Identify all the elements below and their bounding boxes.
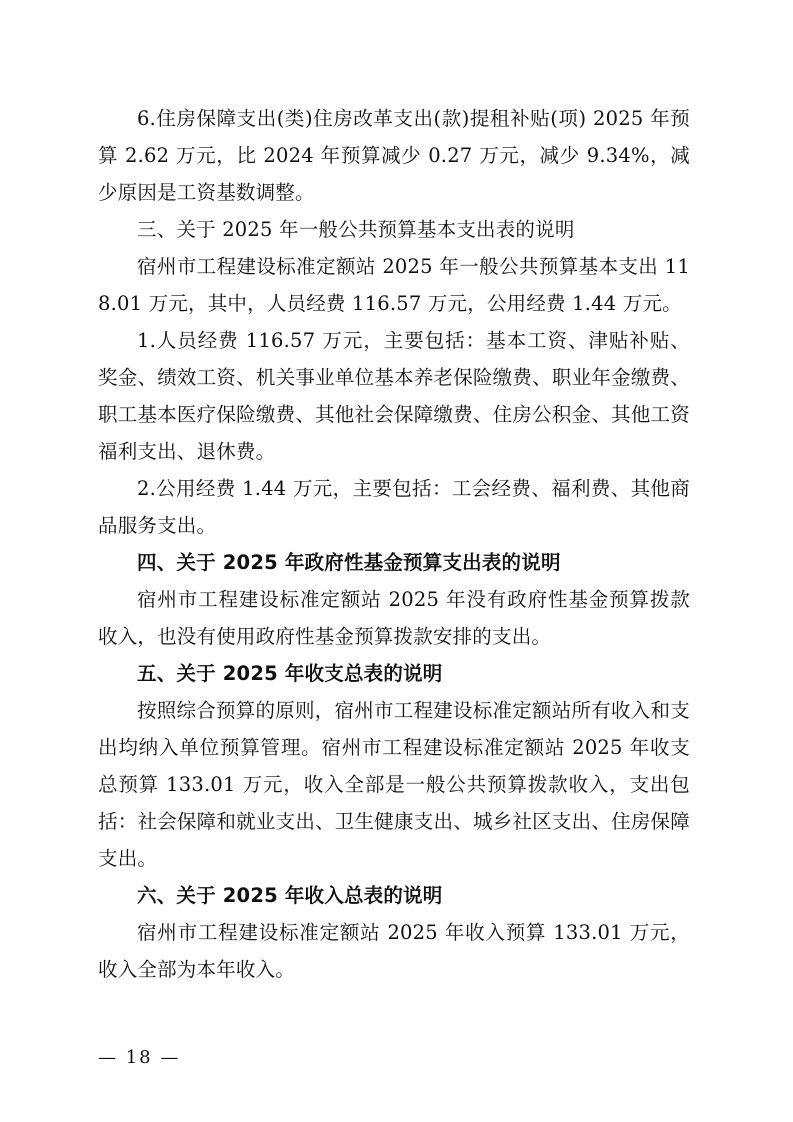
- paragraph-public-expenses: 2.公用经费 1.44 万元，主要包括：工会经费、福利费、其他商品服务支出。: [98, 477, 690, 537]
- page-number: — 18 —: [98, 1047, 181, 1068]
- heading-section-4: 四、关于 2025 年政府性基金预算支出表的说明: [137, 551, 561, 574]
- heading-section-6: 六、关于 2025 年收入总表的说明: [137, 884, 443, 907]
- heading-section-5: 五、关于 2025 年收支总表的说明: [137, 662, 443, 685]
- paragraph-revenue-expenditure-summary: 按照综合预算的原则，宿州市工程建设标准定额站所有收入和支出均纳入单位预算管理。宿州市工程建设标准定额站 2025 年收支总预算 133.01 万元，收入全部是一般公共预算拨款收入，支出包括：社会保障和就业支出、卫生健康支出、城乡社区支出、住房保障支出。: [98, 699, 690, 870]
- document-page: [98, 100, 690, 988]
- paragraph-government-fund: 宿州市工程建设标准定额站 2025 年没有政府性基金预算拨款收入，也没有使用政府性基金预算拨款安排的支出。: [98, 588, 690, 648]
- paragraph-housing-subsidy: 6.住房保障支出(类)住房改革支出(款)提租补贴(项) 2025 年预算 2.62 万元，比 2024 年预算减少 0.27 万元，减少 9.34%，减少原因是工资基数调整。: [98, 107, 690, 204]
- paragraph-basic-expenditure: 宿州市工程建设标准定额站 2025 年一般公共预算基本支出 118.01 万元，其中，人员经费 116.57 万元，公用经费 1.44 万元。: [98, 255, 690, 315]
- paragraph-revenue-summary: 宿州市工程建设标准定额站 2025 年收入预算 133.01 万元，收入全部为本年收入。: [98, 921, 690, 981]
- heading-section-3: 三、关于 2025 年一般公共预算基本支出表的说明: [137, 218, 575, 241]
- paragraph-personnel-expenses: 1.人员经费 116.57 万元，主要包括：基本工资、津贴补贴、奖金、绩效工资、机关事业单位基本养老保险缴费、职业年金缴费、职工基本医疗保险缴费、其他社会保障缴费、住房公积金、其他工资福利支出、退休费。: [98, 329, 690, 463]
